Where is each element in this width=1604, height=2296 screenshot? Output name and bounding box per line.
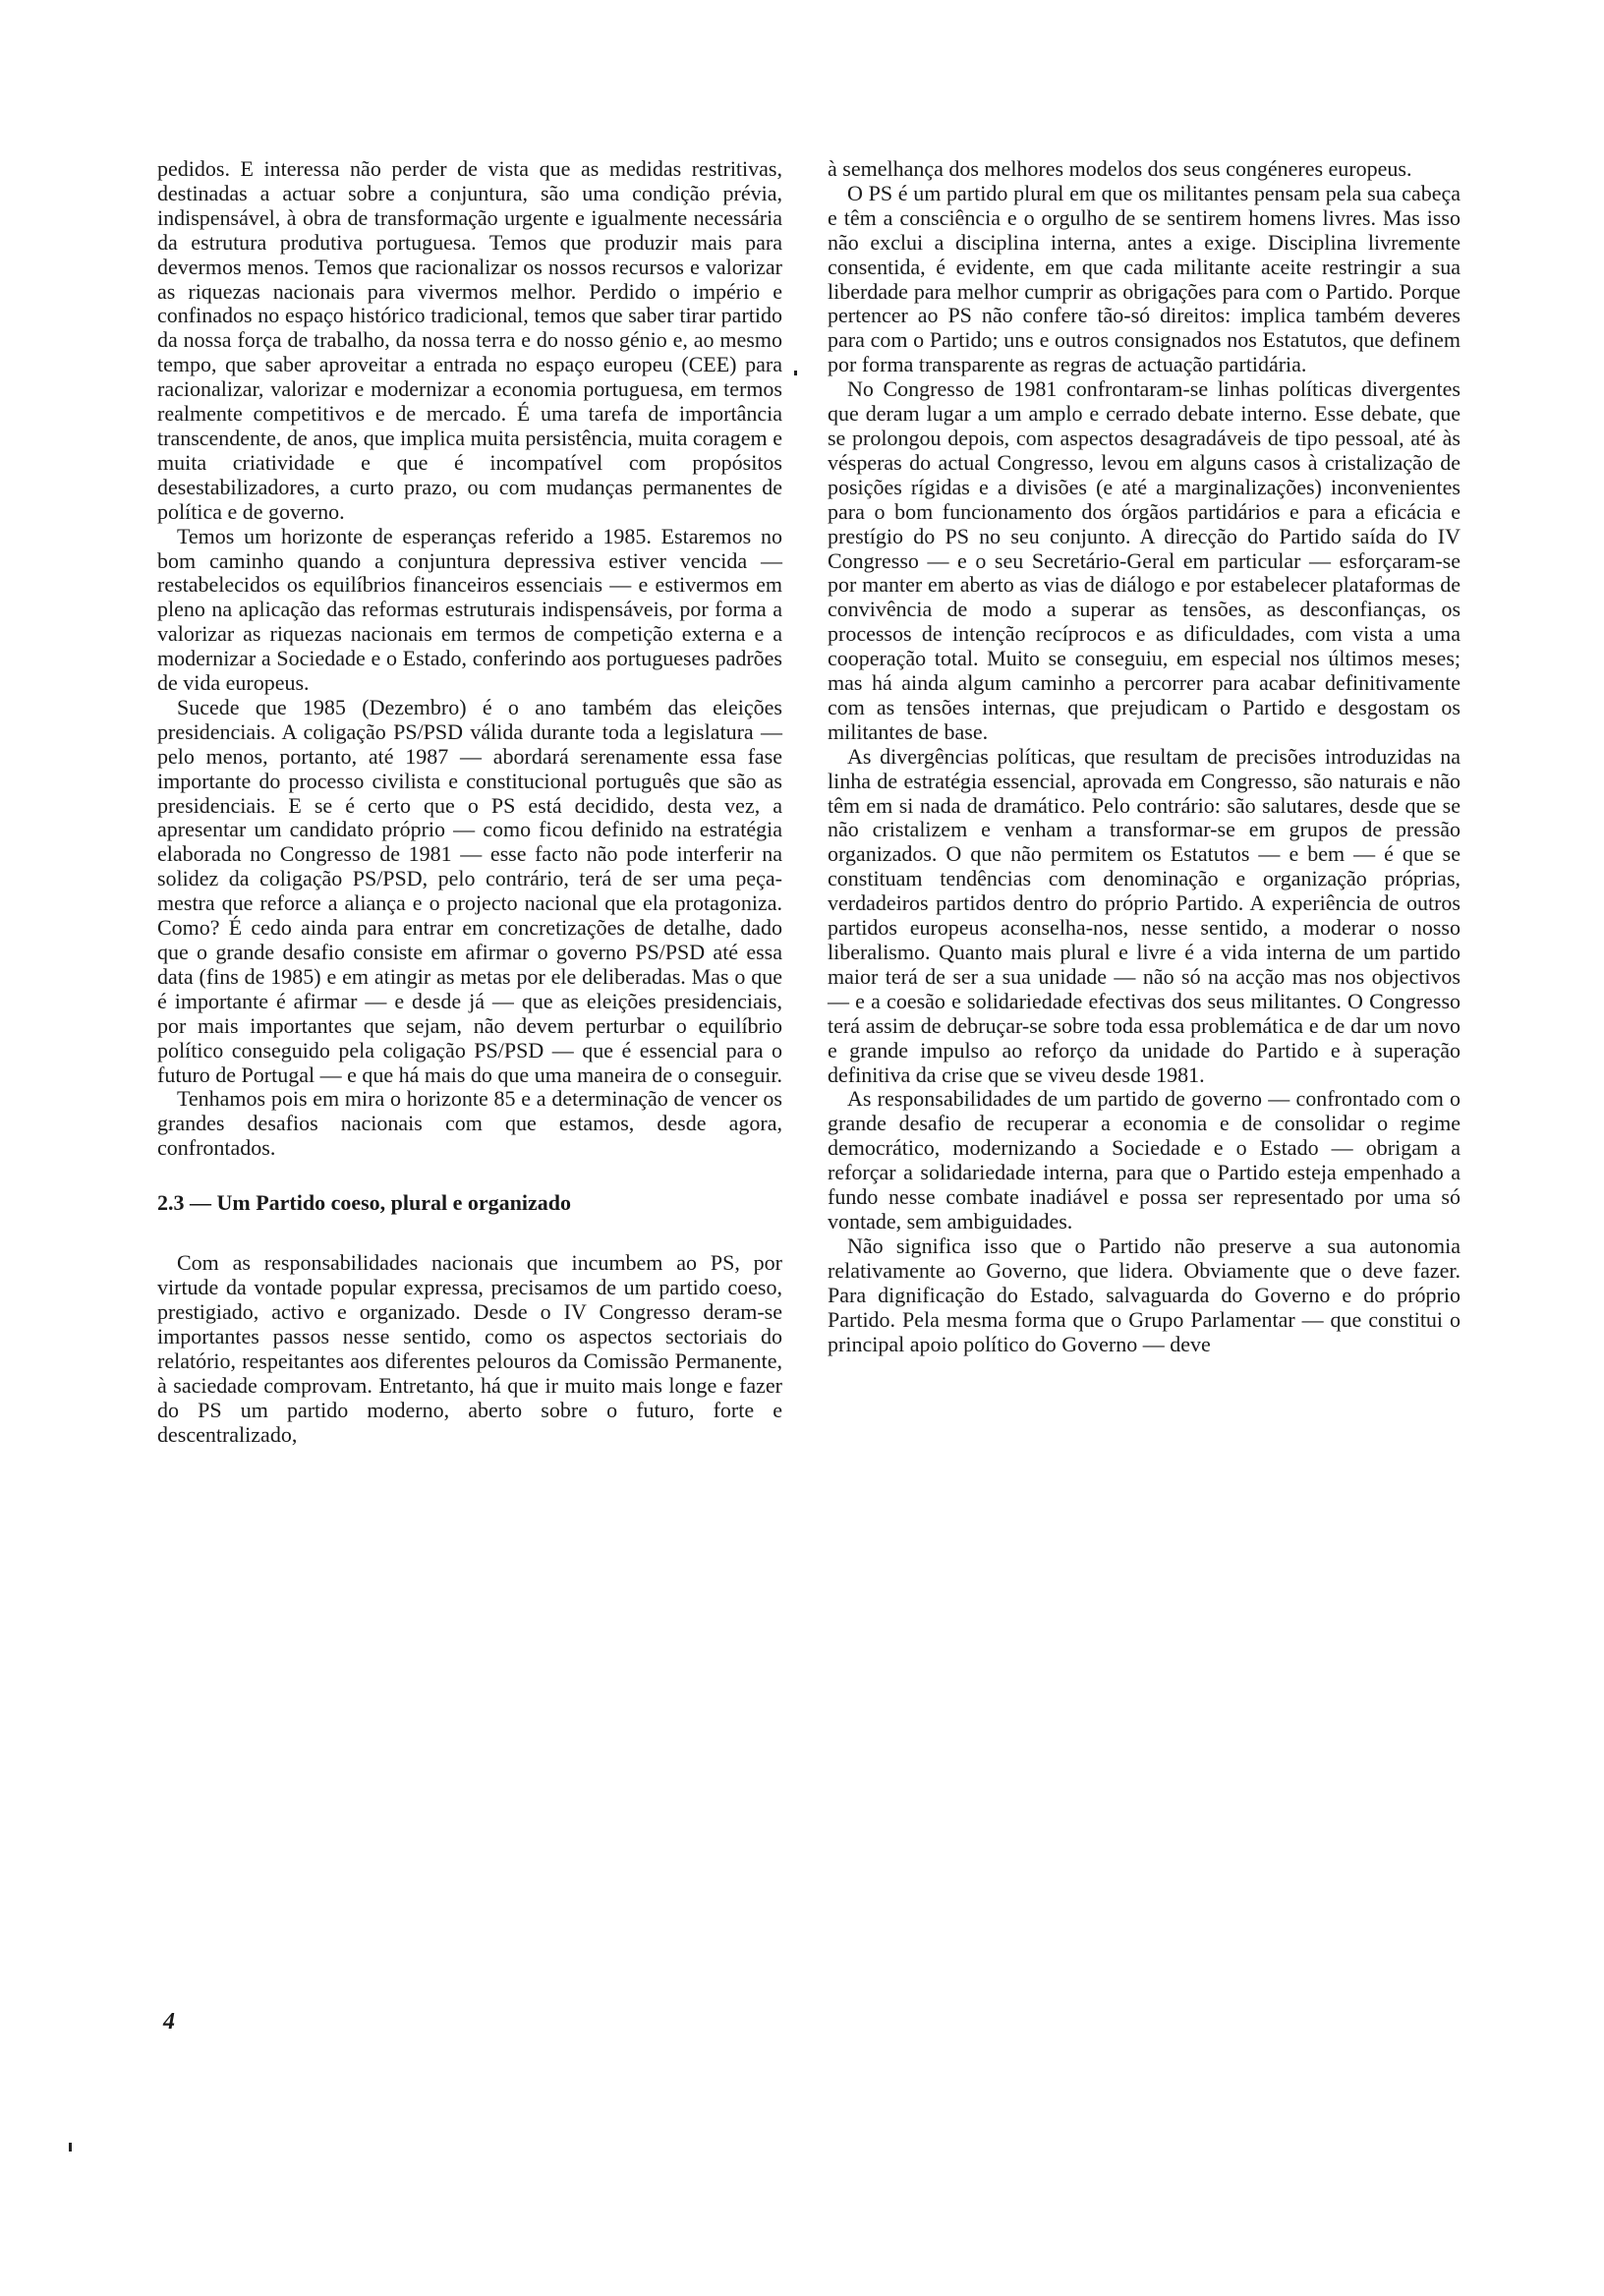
scan-speck	[794, 371, 797, 375]
paragraph: Não significa isso que o Partido não preserve a sua autonomia relativamente ao Governo, que lidera. Obviamente que o deve fazer. Para dignificação do Estado, salvaguarda do Governo e do próprio Partido. Pela mesma forma que o Grupo Parlamentar — que constitui o principal apoio político do Governo — deve	[828, 1233, 1461, 1356]
paragraph: pedidos. E interessa não perder de vista que as medidas restritivas, destinadas a actuar sobre a conjuntura, são uma condição prévia, indispensável, à obra de transformação urgente e igualmente necessária da estrutura produtiva portuguesa. Temos que produzir mais para devermos menos. Temos que racionalizar os nossos recursos e valorizar as riquezas nacionais para vivermos melhor. Perdido o império e confinados no espaço histórico tradicional, temos que saber tirar partido da nossa força de trabalho, da nossa terra e do nosso génio e, ao mesmo tempo, que saber aproveitar a entrada no espaço europeu (CEE) para racionalizar, valorizar e modernizar a economia portuguesa, em termos realmente competitivos e de mercado. É uma tarefa de importância transcendente, de anos, que implica muita persistência, muita coragem e muita criatividade e que é incompatível com propósitos desestabilizadores, a curto prazo, ou com mudanças permanentes de política e de governo.	[157, 156, 782, 524]
page-number: 4	[163, 2009, 175, 2035]
paragraph: As divergências políticas, que resultam de precisões introduzidas na linha de estratégia essencial, aprovada em Congresso, são naturais e não têm em si nada de dramático. Pelo contrário: são salutares, desde que se não cristalizem e venham a transformar-se em grupos de pressão organizados. O que não permitem os Estatutos — e bem — é que se constituam tendências com denominação e organização próprias, verdadeiros partidos dentro do próprio Partido. A experiência de outros partidos europeus aconselha-nos, nesse sentido, a moderar o nosso liberalismo. Quanto mais plural e livre é a vida interna de um partido maior terá de ser a sua unidade — não só na acção mas nos objectivos — e a coesão e solidariedade efectivas dos seus militantes. O Congresso terá assim de debruçar-se sobre toda essa problemática e de dar um novo e grande impulso ao reforço da unidade do Partido e à superação definitiva da crise que se viveu desde 1981.	[828, 743, 1461, 1087]
right-column	[828, 157, 1461, 1356]
paragraph: Sucede que 1985 (Dezembro) é o ano também das eleições presidenciais. A coligação PS/PSD válida durante toda a legislatura — pelo menos, portanto, até 1987 — abordará serenamente essa fase importante do processo civilista e constitucional português que são as presidenciais. E se é certo que o PS está decidido, desta vez, a apresentar um candidato próprio — como ficou definido na estratégia elaborada no Congresso de 1981 — esse facto não pode interferir na solidez da coligação PS/PSD, pelo contrário, terá de ser uma peça-mestra que reforce a aliança e o projecto nacional que ela protagoniza. Como? É cedo ainda para entrar em concretizações de detalhe, dado que o grande desafio consiste em afirmar o governo PS/PSD até essa data (fins de 1985) e em atingir as metas por ele deliberadas. Mas o que é importante é afirmar — e desde já — que as eleições presidenciais, por mais importantes que sejam, não devem perturbar o equilíbrio político conseguido pela coligação PS/PSD — que é essencial para o futuro de Portugal — e que há mais do que uma maneira de o conseguir.	[157, 694, 782, 1087]
paragraph: Tenhamos pois em mira o horizonte 85 e a determinação de vencer os grandes desafios nacionais com que estamos, desde agora, confrontados.	[157, 1086, 782, 1161]
paragraph: As responsabilidades de um partido de governo — confrontado com o grande desafio de recuperar a economia e de consolidar o regime democrático, modernizando a Sociedade e o Estado — obrigam a reforçar a solidariedade interna, para que o Partido esteja empenhado a fundo nesse combate inadiável e possa ser representado por uma só vontade, sem ambiguidades.	[828, 1086, 1461, 1234]
paragraph: Temos um horizonte de esperanças referido a 1985. Estaremos no bom caminho quando a conjuntura depressiva estiver vencida — restabelecidos os equilíbrios financeiros essenciais — e estivermos em pleno na aplicação das reformas estruturais indispensáveis, por forma a valorizar as riquezas nacionais em termos de competição externa e a modernizar a Sociedade e o Estado, conferindo aos portugueses padrões de vida europeus.	[157, 523, 782, 696]
left-column	[157, 157, 782, 1447]
section-heading: 2.3 — Um Partido coeso, plural e organizado	[157, 1190, 572, 1216]
paragraph: Com as responsabilidades nacionais que incumbem ao PS, por virtude da vontade popular expressa, precisamos de um partido coeso, prestigiado, activo e organizado. Desde o IV Congresso deram-se importantes passos nesse sentido, como os aspectos sectoriais do relatório, respeitantes aos diferentes pelouros da Comissão Permanente, à saciedade comprovam. Entretanto, há que ir muito mais longe e fazer do PS um partido moderno, aberto sobre o futuro, forte e descentralizado,	[157, 1250, 782, 1447]
scan-speck	[69, 2143, 72, 2152]
paragraph: O PS é um partido plural em que os militantes pensam pela sua cabeça e têm a consciência e o orgulho de se sentirem homens livres. Mas isso não exclui a disciplina interna, antes a exige. Disciplina livremente consentida, é evidente, em que cada militante aceite restringir a sua liberdade para melhor cumprir as obrigações para com o Partido. Porque pertencer ao PS não confere tão-só direitos: implica também deveres para com o Partido; uns e outros consignados nos Estatutos, que definem por forma transparente as regras de actuação partidária.	[828, 180, 1461, 377]
paragraph: à semelhança dos melhores modelos dos seus congéneres europeus.	[828, 156, 1412, 181]
paragraph: No Congresso de 1981 confrontaram-se linhas políticas divergentes que deram lugar a um amplo e cerrado debate interno. Esse debate, que se prolongou depois, com aspectos desagradáveis de tipo pessoal, até às vésperas do actual Congresso, levou em alguns casos à cristalização de posições rígidas e a divisões (e até a marginalizações) inconvenientes para o bom funcionamento dos órgãos partidários e para a eficácia e prestígio do PS no seu conjunto. A direcção do Partido saída do IV Congresso — e o seu Secretário-Geral em particular — esforçaram-se por manter em aberto as vias de diálogo e por estabelecer plataformas de convivência de modo a superar as tensões, as desconfianças, os processos de intenção recíprocos e as dificuldades, com vista a uma cooperação total. Muito se conseguiu, em especial nos últimos meses; mas há ainda algum caminho a percorrer para acabar definitivamente com as tensões internas, que prejudicam o Partido e desgostam os militantes de base.	[828, 376, 1461, 744]
